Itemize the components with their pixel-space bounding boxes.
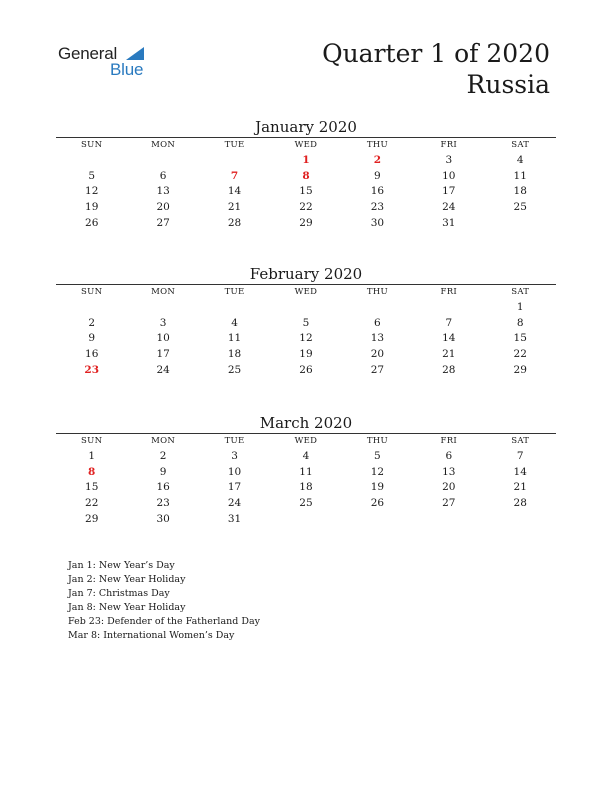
month-title: January 2020 [255, 118, 357, 136]
day-cell: 21 [513, 481, 527, 494]
day-cell: 7 [445, 316, 453, 329]
day-cell: 10 [227, 465, 242, 478]
logo-text-blue: Blue [110, 60, 144, 79]
weekday-label: MON [151, 436, 176, 446]
holiday-note: Jan 2: New Year Holiday [68, 574, 186, 585]
day-cell: 5 [302, 316, 310, 329]
day-cell: 31 [442, 216, 456, 229]
day-cell: 28 [513, 496, 527, 509]
day-cell: 2 [159, 449, 167, 462]
weekday-label: TUE [224, 436, 245, 446]
day-cell: 19 [370, 481, 385, 494]
week-row [56, 511, 556, 527]
holiday-notes [68, 559, 260, 643]
day-cell: 27 [442, 496, 456, 509]
day-cell: 26 [85, 216, 99, 229]
weekday-label: SUN [81, 436, 103, 446]
month-title: February 2020 [249, 265, 363, 283]
week-row [56, 199, 556, 215]
day-cell: 22 [513, 347, 527, 360]
holiday-note: Jan 8: New Year Holiday [68, 602, 186, 613]
day-cell: 14 [442, 332, 456, 345]
week-row [56, 152, 556, 168]
holiday-note: Jan 1: New Year’s Day [68, 560, 175, 571]
day-cell: 11 [513, 169, 527, 182]
day-cell: 11 [299, 465, 313, 478]
week-row [56, 362, 556, 378]
day-cell: 25 [299, 496, 313, 509]
week-row [56, 168, 556, 184]
day-cell: 1 [88, 449, 96, 462]
day-cell: 27 [370, 363, 385, 376]
day-cell: 1 [516, 300, 524, 313]
day-cell: 24 [227, 496, 242, 509]
day-cell: 9 [374, 169, 381, 182]
holiday-day-cell: 8 [302, 169, 310, 182]
weekday-label: THU [366, 140, 388, 150]
day-cell: 2 [88, 316, 96, 329]
weekday-label: WED [294, 287, 318, 297]
day-cell: 12 [299, 332, 313, 345]
day-cell: 6 [159, 169, 167, 182]
week-row [56, 448, 556, 464]
day-cell: 26 [299, 363, 313, 376]
day-cell: 29 [513, 363, 527, 376]
day-cell: 24 [442, 200, 456, 213]
week-row [56, 183, 556, 199]
holiday-note: Feb 23: Defender of the Fatherland Day [68, 616, 260, 627]
weekday-label: SUN [81, 140, 103, 150]
day-cell: 21 [227, 200, 242, 213]
holiday-note: Mar 8: International Women’s Day [68, 630, 235, 641]
weekday-header-row [56, 434, 556, 448]
day-cell: 3 [159, 316, 167, 329]
weekday-header-row [56, 138, 556, 152]
generalblue-logo [58, 44, 158, 80]
day-cell: 16 [156, 481, 170, 494]
logo-triangle-icon [126, 47, 144, 60]
month-calendar [56, 264, 556, 377]
day-cell: 5 [88, 169, 96, 182]
day-cell: 14 [227, 185, 242, 198]
day-cell: 22 [85, 496, 99, 509]
day-cell: 7 [516, 449, 524, 462]
day-cell: 21 [442, 347, 456, 360]
holiday-day-cell: 1 [302, 153, 310, 166]
month-calendar [56, 413, 556, 526]
month-calendar [56, 117, 556, 230]
holiday-day-cell: 8 [88, 465, 96, 478]
day-cell: 23 [156, 496, 170, 509]
country-title: Russia [466, 70, 550, 99]
weekday-label: SAT [511, 436, 530, 446]
holiday-day-cell: 2 [373, 153, 382, 166]
day-cell: 22 [299, 200, 313, 213]
day-cell: 10 [156, 332, 170, 345]
day-cell: 24 [156, 363, 170, 376]
quarter-title: Quarter 1 of 2020 [322, 39, 550, 68]
day-cell: 18 [299, 481, 313, 494]
day-cell: 15 [513, 332, 527, 345]
day-cell: 4 [302, 449, 310, 462]
week-row [56, 330, 556, 346]
holiday-note: Jan 7: Christmas Day [68, 588, 170, 599]
day-cell: 18 [227, 347, 242, 360]
day-cell: 16 [85, 347, 99, 360]
logo-text-general: General [58, 44, 118, 63]
day-cell: 27 [156, 216, 170, 229]
day-cell: 17 [442, 185, 456, 198]
weekday-label: MON [151, 287, 176, 297]
day-cell: 25 [227, 363, 242, 376]
day-cell: 30 [156, 512, 170, 525]
weekday-label: WED [294, 140, 318, 150]
page-title [322, 38, 550, 100]
day-cell: 20 [156, 200, 170, 213]
week-row [56, 464, 556, 480]
week-row [56, 215, 556, 231]
day-cell: 13 [156, 185, 170, 198]
day-cell: 6 [445, 449, 453, 462]
day-cell: 29 [299, 216, 313, 229]
day-cell: 19 [299, 347, 313, 360]
day-cell: 15 [85, 481, 99, 494]
day-cell: 20 [370, 347, 385, 360]
day-cell: 4 [516, 153, 524, 166]
day-cell: 9 [159, 465, 167, 478]
weekday-label: FRI [440, 436, 458, 446]
day-cell: 12 [85, 185, 99, 198]
day-cell: 17 [227, 481, 242, 494]
day-cell: 5 [374, 449, 381, 462]
day-cell: 29 [85, 512, 99, 525]
weekday-label: SAT [511, 287, 530, 297]
day-cell: 28 [442, 363, 456, 376]
weekday-label: TUE [224, 287, 245, 297]
day-cell: 6 [374, 316, 381, 329]
weekday-label: WED [294, 436, 318, 446]
day-cell: 19 [85, 200, 99, 213]
day-cell: 3 [445, 153, 453, 166]
day-cell: 9 [88, 332, 96, 345]
day-cell: 8 [516, 316, 524, 329]
holiday-day-cell: 7 [230, 169, 239, 182]
weekday-label: SAT [511, 140, 530, 150]
day-cell: 11 [227, 332, 242, 345]
weekday-label: THU [366, 436, 388, 446]
weekday-header-row [56, 285, 556, 299]
day-cell: 13 [442, 465, 456, 478]
day-cell: 17 [156, 347, 170, 360]
day-cell: 26 [370, 496, 385, 509]
week-row [56, 495, 556, 511]
day-cell: 25 [513, 200, 527, 213]
day-cell: 12 [370, 465, 385, 478]
day-cell: 16 [370, 185, 385, 198]
day-cell: 13 [370, 332, 385, 345]
weekday-label: FRI [440, 287, 458, 297]
day-cell: 3 [231, 449, 238, 462]
day-cell: 28 [227, 216, 242, 229]
day-cell: 10 [442, 169, 456, 182]
day-cell: 31 [227, 512, 242, 525]
week-row [56, 315, 556, 331]
weekday-label: THU [366, 287, 388, 297]
weekday-label: SUN [81, 287, 103, 297]
weekday-label: FRI [440, 140, 458, 150]
day-cell: 18 [513, 185, 527, 198]
day-cell: 20 [442, 481, 456, 494]
day-cell: 30 [370, 216, 385, 229]
week-row [56, 346, 556, 362]
day-cell: 4 [231, 316, 238, 329]
day-cell: 23 [370, 200, 385, 213]
week-row [56, 299, 556, 315]
day-cell: 14 [513, 465, 527, 478]
holiday-day-cell: 23 [84, 363, 100, 376]
weekday-label: MON [151, 140, 176, 150]
weekday-label: TUE [224, 140, 245, 150]
week-row [56, 479, 556, 495]
day-cell: 15 [299, 185, 313, 198]
month-title: March 2020 [259, 414, 353, 432]
